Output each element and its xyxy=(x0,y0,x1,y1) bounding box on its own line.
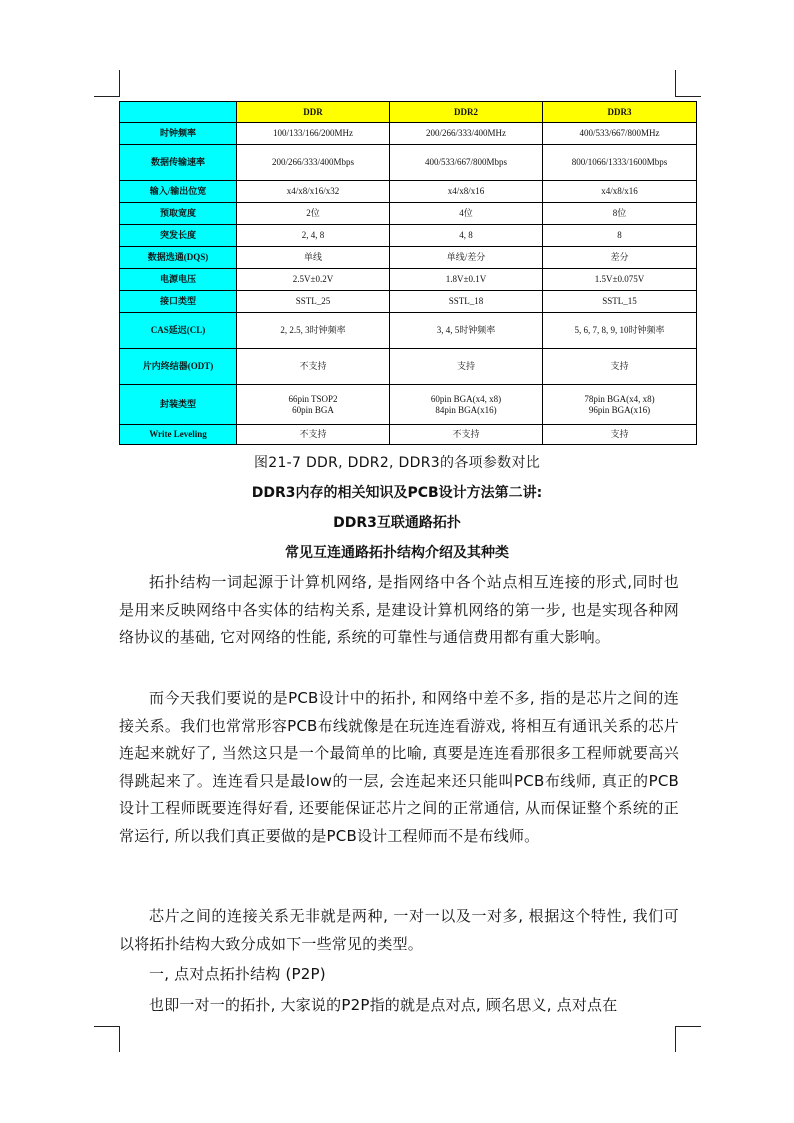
table-cell-line: 100/133/166/200MHz xyxy=(273,128,353,138)
table-row xyxy=(120,425,697,445)
table-row-label: 片内终结器(ODT) xyxy=(120,349,237,385)
table-cell-line: 200/266/333/400Mbps xyxy=(271,157,354,167)
table-cell-line: 不支持 xyxy=(299,361,327,371)
table-cell xyxy=(390,425,543,445)
table-cell-line: x4/x8/x16 xyxy=(447,186,485,196)
table-cell-line: 1.8V±0.1V xyxy=(445,274,487,284)
table-cell xyxy=(237,247,390,269)
table-cell xyxy=(237,385,390,425)
table-cell-line: 200/266/333/400MHz xyxy=(426,128,506,138)
table-cell-line: x4/x8/x16 xyxy=(601,186,638,196)
table-cell xyxy=(390,313,543,349)
section-heading: DDR3内存的相关知识及PCB设计方法第二讲: xyxy=(251,485,543,501)
paragraph-topology-origin: 拓扑结构一词起源于计算机网络, 是指网络中各个站点相互连接的形式,同时也是用来反映网络中各实体的结构关系, 是建设计算机网络的第一步, 也是实现各种网络协议的基础, 它对网络的性能, 系统的可靠性与通信费用都有重大影响。 xyxy=(119,573,679,646)
table-cell xyxy=(390,203,543,225)
table-corner-cell xyxy=(120,102,237,123)
table-cell xyxy=(390,385,543,425)
table-cell-line: 1.5V±0.075V xyxy=(594,274,645,284)
table-row-label: CAS延迟(CL) xyxy=(120,313,237,349)
table-cell-line: 96pin BGA(x16) xyxy=(588,404,651,415)
table-cell-line: 3, 4, 5时钟频率 xyxy=(436,325,496,335)
table-header-ddr3: DDR3 xyxy=(543,102,697,123)
table-row-label: 预取宽度 xyxy=(120,203,237,225)
table-cell xyxy=(543,225,697,247)
table-cell-line: 8位 xyxy=(612,208,627,218)
table-row xyxy=(120,313,697,349)
table-cell xyxy=(390,349,543,385)
table-cell-line: 差分 xyxy=(610,252,629,262)
table-cell xyxy=(543,145,697,181)
table-cell-line: 单线 xyxy=(303,252,322,262)
table-cell xyxy=(237,225,390,247)
table-cell xyxy=(237,145,390,181)
table-cell-line: SSTL_25 xyxy=(295,296,331,306)
table-row-label: 封装类型 xyxy=(120,385,237,425)
table-cell xyxy=(237,291,390,313)
table-cell-line: 4, 8 xyxy=(459,230,473,240)
table-cell xyxy=(543,123,697,145)
crop-mark-top-right-v xyxy=(675,70,676,96)
table-cell-line: 60pin BGA xyxy=(292,404,334,415)
table-cell-line: 2, 2.5, 3时钟频率 xyxy=(280,325,346,335)
table-cell xyxy=(237,425,390,445)
table-caption: 图21-7 DDR, DDR2, DDR3的各项参数对比 xyxy=(253,455,541,471)
crop-mark-bottom-left-h xyxy=(94,1026,120,1027)
table-cell xyxy=(237,313,390,349)
table-cell xyxy=(237,349,390,385)
table-cell-line: 支持 xyxy=(456,361,475,371)
paragraph-connection-types: 芯片之间的连接关系无非就是两种, 一对一以及一对多, 根据这个特性, 我们可以将拓扑结构大致分成如下一些常见的类型。 xyxy=(119,907,679,953)
table-row xyxy=(120,291,697,313)
table-cell xyxy=(543,385,697,425)
table-cell xyxy=(543,181,697,203)
table-cell-line: SSTL_15 xyxy=(602,296,637,306)
table-header-row xyxy=(120,102,697,123)
table-cell xyxy=(237,181,390,203)
table-cell xyxy=(543,425,697,445)
table-cell-line: x4/x8/x16/x32 xyxy=(286,186,340,196)
table-row xyxy=(120,247,697,269)
table-row-label: 接口类型 xyxy=(120,291,237,313)
table-row-label: Write Leveling xyxy=(120,425,237,445)
table-cell xyxy=(237,269,390,291)
table-cell-line: 66pin TSOP2 xyxy=(288,393,338,404)
table-cell-line: 支持 xyxy=(610,429,629,439)
table-cell xyxy=(543,247,697,269)
table-cell xyxy=(390,123,543,145)
table-row xyxy=(120,203,697,225)
table-row-label: 电源电压 xyxy=(120,269,237,291)
table-cell-line: 400/533/667/800Mbps xyxy=(424,157,507,167)
table-row xyxy=(120,181,697,203)
table-header-ddr: DDR xyxy=(237,102,390,123)
table-row-label: 数据传输速率 xyxy=(120,145,237,181)
table-row xyxy=(120,385,697,425)
section-subheading: DDR3互联通路拓扑 xyxy=(333,515,461,531)
crop-mark-bottom-right-v xyxy=(675,1026,676,1052)
table-cell xyxy=(237,123,390,145)
topic-heading: 常见互连通路拓扑结构介绍及其种类 xyxy=(285,545,509,561)
table-cell xyxy=(390,269,543,291)
table-cell-line: 60pin BGA(x4, x8) xyxy=(430,393,502,404)
table-cell xyxy=(543,349,697,385)
table-cell-line: 8 xyxy=(617,230,622,240)
table-cell-line: 400/533/667/800MHz xyxy=(579,128,660,138)
table-cell-line: 84pin BGA(x16) xyxy=(435,404,497,415)
table-row-label: 输入/输出位宽 xyxy=(120,181,237,203)
table-cell xyxy=(390,181,543,203)
table-row-label: 时钟频率 xyxy=(120,123,237,145)
crop-mark-bottom-right-h xyxy=(675,1026,701,1027)
paragraph-pcb-topology: 而今天我们要说的是PCB设计中的拓扑, 和网络中差不多, 指的是芯片之间的连接关系。我们也常常形容PCB布线就像是在玩连连看游戏, 将相互有通讯关系的芯片连起来就好了, 当然这只是一个最简单的比喻, 真要是连连看那很多工程师就要高兴得跳起来了。连连看只是最low的一层, 会连起来还只能叫PCB布线师, 真正的PCB设计工程师既要连得好看, 还要能保证芯片之间的正常通信, 从而保证整个系统的正常运行, 所以我们真正要做的是PCB设计工程师而不是布线师。 xyxy=(119,689,679,845)
table-cell xyxy=(543,269,697,291)
table-cell xyxy=(237,203,390,225)
table-cell-line: 不支持 xyxy=(452,429,480,439)
table-cell-line: 4位 xyxy=(459,208,473,218)
table-row-label: 突发长度 xyxy=(120,225,237,247)
crop-mark-bottom-left-v xyxy=(119,1026,120,1052)
table-row xyxy=(120,225,697,247)
crop-mark-top-left-h xyxy=(94,96,120,97)
table-cell-line: 2, 4, 8 xyxy=(301,230,325,240)
table-cell-line: 支持 xyxy=(610,361,629,371)
table-cell-line: 单线/差分 xyxy=(446,252,486,262)
table-cell-line: 不支持 xyxy=(299,429,327,439)
table-cell xyxy=(390,291,543,313)
table-cell-line: SSTL_18 xyxy=(448,296,484,306)
table-header-ddr2: DDR2 xyxy=(390,102,543,123)
table-cell-line: 5, 6, 7, 8, 9, 10时钟频率 xyxy=(574,325,665,335)
table-cell xyxy=(390,247,543,269)
table-row-label: 数据选通(DQS) xyxy=(120,247,237,269)
ddr-comparison-table xyxy=(119,101,697,445)
paragraph-p2p-intro: 也即一对一的拓扑, 大家说的P2P指的就是点对点, 顾名思义, 点对点在 xyxy=(149,996,618,1014)
table-row xyxy=(120,269,697,291)
table-cell xyxy=(390,225,543,247)
table-row xyxy=(120,123,697,145)
table-row xyxy=(120,349,697,385)
crop-mark-top-right-h xyxy=(675,96,701,97)
table-cell-line: 78pin BGA(x4, x8) xyxy=(584,393,655,404)
table-cell-line: 2.5V±0.2V xyxy=(292,274,334,284)
table-cell xyxy=(390,145,543,181)
table-cell xyxy=(543,313,697,349)
table-cell xyxy=(543,291,697,313)
crop-mark-top-left-v xyxy=(119,70,120,96)
table-cell-line: 800/1066/1333/1600Mbps xyxy=(571,157,668,167)
table-cell-line: 2位 xyxy=(306,208,320,218)
table-row xyxy=(120,145,697,181)
paragraph-p2p-heading: 一, 点对点拓扑结构 (P2P) xyxy=(149,965,326,983)
table-cell xyxy=(543,203,697,225)
